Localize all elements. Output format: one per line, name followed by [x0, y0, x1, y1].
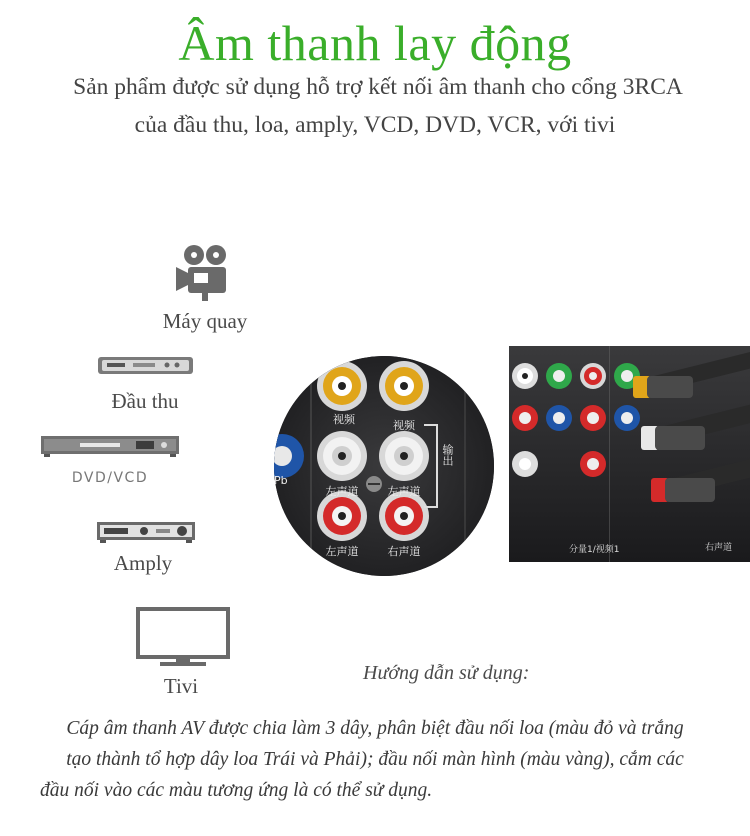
device-label-receiver: Đầu thu: [111, 389, 179, 413]
device-label-amplifier: Amply: [113, 551, 173, 575]
panel-label-left-channel-1: 左声道: [325, 485, 359, 498]
usage-line-2: tạo thành tổ hợp dây loa Trái và Phải); đầu nối màn hình (màu vàng), cắm các: [66, 749, 684, 770]
amplifier-icon: [96, 521, 196, 543]
usage-line-3: đầu nối vào các màu tương ứng là có thể sử dụng.: [40, 780, 433, 801]
usage-instructions: [0, 713, 750, 806]
device-label-camera: Máy quay: [162, 309, 248, 333]
panel-label-video-left: 视频: [333, 413, 355, 426]
receiver-icon: [97, 356, 194, 376]
panel-label-output: 输出: [441, 444, 454, 466]
usage-title: Hướng dẫn sử dụng:: [363, 662, 530, 684]
dvd-player-icon: [40, 434, 180, 458]
device-label-dvd: DVD/VCD: [71, 470, 149, 486]
rca-cable-connection-photo: [509, 346, 750, 562]
subtitle-line-1: Sản phẩm được sử dụng hỗ trợ kết nối âm thanh cho cổng 3RCA: [73, 74, 683, 100]
panel-label-pb: Pb: [274, 474, 288, 487]
panel-label-component-video: 分量1/视频1: [569, 545, 620, 555]
panel-label-left-channel-3: 左声道: [325, 545, 359, 558]
panel-label-right-audio: 右声道: [705, 543, 733, 553]
panel-label-left-channel-2: 左声道: [387, 485, 421, 498]
rca-panel-closeup-photo: [274, 356, 494, 576]
camera-icon: [172, 243, 234, 303]
tv-icon: [136, 607, 232, 669]
usage-line-1: Cáp âm thanh AV được chia làm 3 dây, phân biệt đầu nối loa (màu đỏ và trắng: [66, 718, 684, 739]
subtitle-line-2: của đầu thu, loa, amply, VCD, DVD, VCR, với tivi: [134, 112, 616, 138]
panel-label-right-channel: 右声道: [387, 545, 421, 558]
device-label-tv: Tivi: [163, 674, 199, 698]
page-title: Âm thanh lay động: [178, 15, 572, 71]
panel-label-video-right: 视频: [393, 419, 415, 432]
